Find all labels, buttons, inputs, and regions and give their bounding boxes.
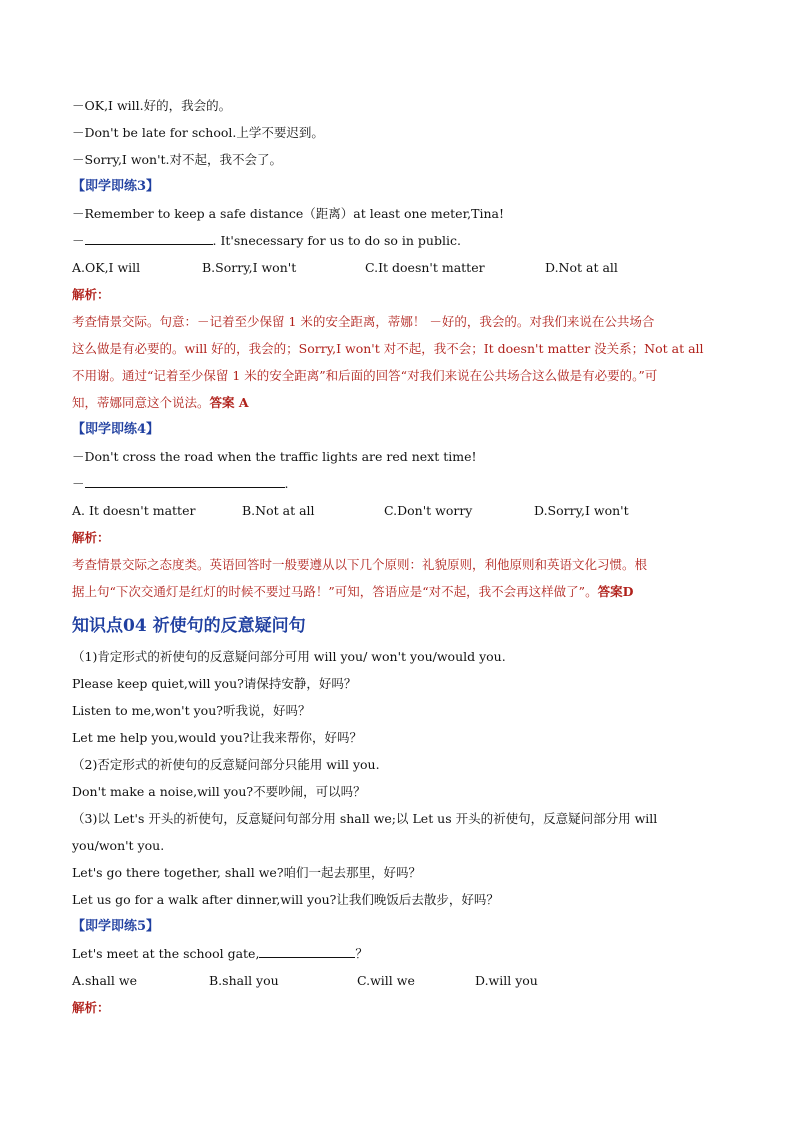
answer-key: 答案 A: [209, 395, 249, 410]
exercise-4-heading: 【即学即练4】: [72, 422, 160, 437]
analysis-text: [72, 389, 732, 416]
option-a[interactable]: A. It doesn't matter: [72, 503, 196, 518]
section-title: 知识点04 祈使句的反意疑问句: [72, 616, 306, 636]
option-d[interactable]: D.will you: [475, 973, 538, 988]
answer-blank[interactable]: [259, 943, 355, 958]
example-line: Let us go for a walk after dinner,will you?让我们晚饭后去散步，好吗？: [72, 892, 499, 907]
dash: －: [72, 476, 85, 491]
exercise-5-options: [72, 967, 732, 994]
answer-key: 答案D: [597, 584, 634, 599]
example-line: Let's go there together, shall we?咱们一起去那里，好吗？: [72, 865, 422, 880]
dialogue-line: －Don't be late for school.上学不要迟到。: [72, 125, 324, 140]
option-c[interactable]: C.It doesn't matter: [365, 260, 485, 275]
answer-blank[interactable]: [85, 230, 213, 245]
exercise-4-question-1: －Don't cross the road when the traffic lights are red next time!: [72, 449, 477, 464]
question-suffix: ？: [355, 946, 368, 961]
exercise-3-question-2: [72, 227, 732, 254]
exercise-4-question-2: [72, 470, 732, 497]
example-line: Let me help you,would you?让我来帮你，好吗？: [72, 730, 363, 745]
exercise-3-question-1: －Remember to keep a safe distance（距离）at least one meter,Tina!: [72, 206, 505, 221]
exercise-3-heading: 【即学即练3】: [72, 179, 160, 194]
dash: －: [72, 233, 85, 248]
exercise-4-options: [72, 497, 732, 524]
option-d[interactable]: D.Sorry,I won't: [534, 503, 629, 518]
document-page: [72, 92, 732, 1021]
question-text: Let's meet at the school gate,: [72, 946, 260, 961]
option-a[interactable]: A.shall we: [72, 973, 137, 988]
example-line: Don't make a noise,will you?不要吵闹，可以吗？: [72, 784, 366, 799]
example-line: Listen to me,won't you?听我说，好吗？: [72, 703, 311, 718]
analysis-text: 不用谢。通过“记着至少保留 1 米的安全距离”和后面的回答“对我们来说在公共场合这么做是有必要的。”可: [72, 368, 658, 383]
exercise-3-options: [72, 254, 732, 281]
analysis-text: [72, 578, 732, 605]
exercise-4-analysis-label: 解析：: [72, 530, 110, 545]
option-c[interactable]: C.Don't worry: [384, 503, 473, 518]
exercise-5-question: [72, 940, 732, 967]
dialogue-line: －Sorry,I won't.对不起，我不会了。: [72, 152, 283, 167]
question-suffix: .: [284, 476, 289, 491]
rule-line-continued: you/won't you.: [72, 838, 165, 853]
option-b[interactable]: B.Not at all: [242, 503, 315, 518]
analysis-text: 这么做是有必要的。will 好的，我会的；Sorry,I won't 对不起，我不会；It doesn't matter 没关系；Not at all: [72, 341, 704, 356]
exercise-3-analysis-label: 解析：: [72, 287, 110, 302]
option-c[interactable]: C.will we: [357, 973, 415, 988]
exercise-5-heading: 【即学即练5】: [72, 919, 160, 934]
question-suffix: . It'snecessary for us to do so in public.: [212, 233, 461, 248]
dialogue-line: －OK,I will.好的，我会的。: [72, 98, 232, 113]
analysis-text: 考查情景交际之态度类。英语回答时一般要遵从以下几个原则：礼貌原则，利他原则和英语文化习惯。根: [72, 557, 648, 572]
exercise-5-analysis-label: 解析：: [72, 1000, 110, 1015]
rule-line: （3)以 Let's 开头的祈使句，反意疑问句部分用 shall we;以 Let us 开头的祈使句，反意疑问部分用 will: [72, 811, 658, 826]
rule-line: （2)否定形式的祈使句的反意疑问部分只能用 will you.: [72, 757, 380, 772]
rule-line: （1)肯定形式的祈使句的反意疑问部分可用 will you/ won't you/would you.: [72, 649, 506, 664]
analysis-conclusion: 据上句“下次交通灯是红灯的时候不要过马路！”可知，答语应是“对不起，我不会再这样做了”。: [72, 584, 598, 599]
option-a[interactable]: A.OK,I will: [72, 260, 141, 275]
analysis-conclusion: 知，蒂娜同意这个说法。: [72, 395, 210, 410]
option-b[interactable]: B.shall you: [209, 973, 279, 988]
answer-blank[interactable]: [85, 473, 285, 488]
option-d[interactable]: D.Not at all: [545, 260, 618, 275]
option-b[interactable]: B.Sorry,I won't: [202, 260, 297, 275]
analysis-text: 考查情景交际。句意：－记着至少保留 1 米的安全距离，蒂娜！ －好的，我会的。对我们来说在公共场合: [72, 314, 655, 329]
example-line: Please keep quiet,will you?请保持安静，好吗？: [72, 676, 357, 691]
